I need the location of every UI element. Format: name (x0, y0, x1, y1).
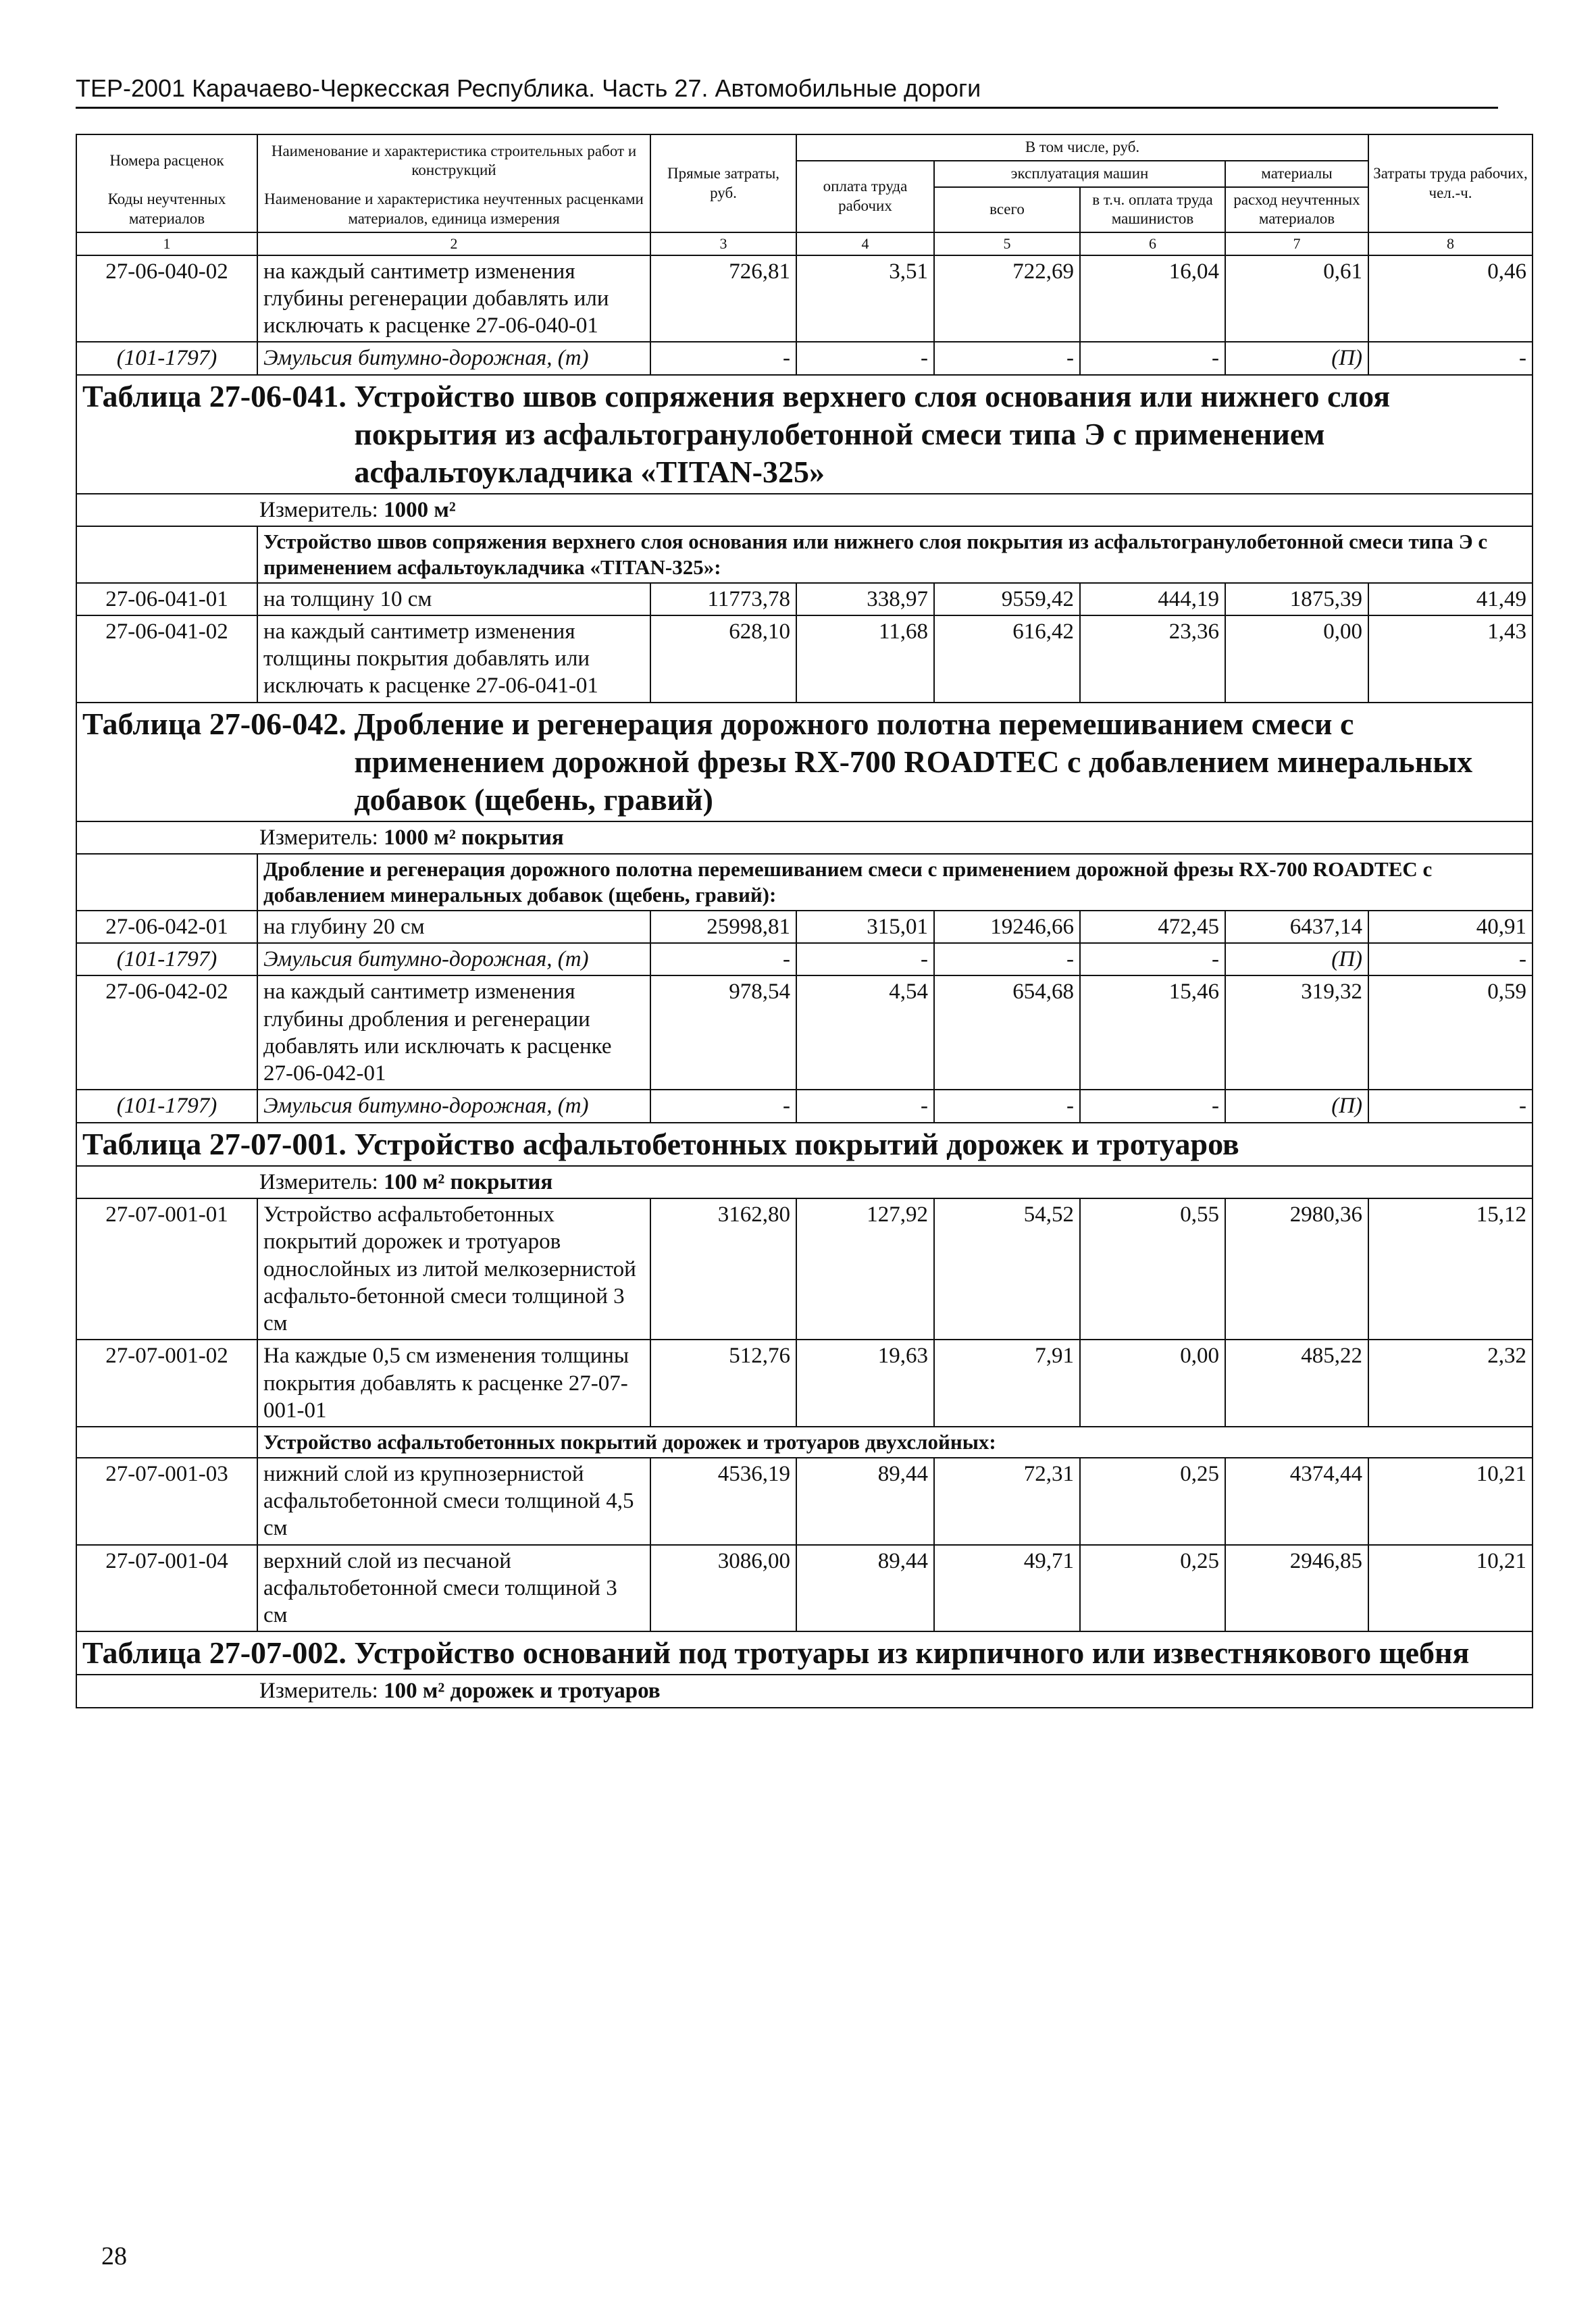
rate-name: на каждый сантиметр изменения толщины покрытия добавлять или исключать к расценке 27-06-041-01 (257, 615, 650, 703)
workers-wages: 89,44 (796, 1458, 934, 1545)
rate-name: верхний слой из песчаной асфальтобетонной смеси толщиной 3 см (257, 1545, 650, 1632)
material-code: (101-1797) (76, 1090, 257, 1122)
col-number: 7 (1225, 232, 1368, 255)
rate-name: На каждые 0,5 см изменения толщины покрытия добавлять к расценке 27-07-001-01 (257, 1340, 650, 1427)
measure-row (76, 494, 1533, 526)
machines-total: 722,69 (934, 255, 1080, 342)
col-number: 5 (934, 232, 1080, 255)
machines-total: - (934, 943, 1080, 975)
material-name: Эмульсия битумно-дорожная, (т) (257, 943, 650, 975)
labor-hours: - (1368, 1090, 1533, 1122)
materials: 4374,44 (1225, 1458, 1368, 1545)
material-row (76, 342, 1533, 374)
table-row (76, 255, 1533, 342)
group-row (76, 526, 1533, 583)
labor-hours: 2,32 (1368, 1340, 1533, 1427)
material-code: (101-1797) (76, 342, 257, 374)
material-row (76, 1090, 1533, 1122)
materials: 6437,14 (1225, 911, 1368, 943)
price-table (76, 134, 1533, 1708)
machinist-wages: 0,55 (1080, 1198, 1225, 1340)
machinist-wages: 0,25 (1080, 1545, 1225, 1632)
machines-total: 54,52 (934, 1198, 1080, 1340)
labor-hours: 40,91 (1368, 911, 1533, 943)
table-label: Таблица 27-07-002. (82, 1635, 346, 1671)
rate-name: на каждый сантиметр изменения глубины дробления и регенерации добавлять или исключать к расценке 27-06-042-01 (257, 975, 650, 1090)
rate-name: Устройство асфальтобетонных покрытий дорожек и тротуаров однослойных из литой мелкозернистой асфальто-бетонной смеси толщиной 3 см (257, 1198, 650, 1340)
materials: (П) (1225, 943, 1368, 975)
measure-value: 1000 м² (384, 497, 456, 522)
table-label: Таблица 27-06-041. (82, 378, 346, 413)
measure-label: Измеритель: (259, 825, 378, 850)
table-row (76, 1198, 1533, 1340)
materials: 485,22 (1225, 1340, 1368, 1427)
col-number: 3 (650, 232, 796, 255)
labor-hours: 10,21 (1368, 1545, 1533, 1632)
direct-costs: 4536,19 (650, 1458, 796, 1545)
workers-wages: 89,44 (796, 1545, 934, 1632)
machines-total: - (934, 342, 1080, 374)
rate-code: 27-07-001-03 (76, 1458, 257, 1545)
group-title: Устройство швов сопряжения верхнего слоя основания или нижнего слоя покрытия из асфальтогранулобетонной смеси типа Э с применением асфальтоукладчика «TITAN-325»: (257, 526, 1533, 583)
group-row (76, 854, 1533, 911)
machinist-wages: 444,19 (1080, 583, 1225, 615)
measure-label: Измеритель: (259, 1169, 378, 1194)
rate-code: 27-06-042-01 (76, 911, 257, 943)
direct-costs: 512,76 (650, 1340, 796, 1427)
machines-total: 49,71 (934, 1545, 1080, 1632)
material-code: (101-1797) (76, 943, 257, 975)
machinist-wages: 23,36 (1080, 615, 1225, 703)
workers-wages: 3,51 (796, 255, 934, 342)
table-title: Устройство оснований под тротуары из кирпичного или известнякового щебня (354, 1635, 1470, 1671)
direct-costs: - (650, 943, 796, 975)
col-number: 2 (257, 232, 650, 255)
measure-value: 100 м² покрытия (384, 1169, 553, 1194)
table-row (76, 1458, 1533, 1545)
rate-code: 27-06-041-01 (76, 583, 257, 615)
materials: 0,00 (1225, 615, 1368, 703)
col-code-header-bottom: Коды неучтенных материалов (76, 187, 257, 233)
col-labor-hours-header: Затраты труда рабочих, чел.-ч. (1368, 134, 1533, 232)
materials: (П) (1225, 1090, 1368, 1122)
direct-costs: 25998,81 (650, 911, 796, 943)
col-name-header-bottom: Наименование и характеристика неучтенных расценками материалов, единица измерения (257, 187, 650, 233)
direct-costs: - (650, 1090, 796, 1122)
machines-total: 616,42 (934, 615, 1080, 703)
col-direct-costs-header: Прямые затраты, руб. (650, 134, 796, 232)
machines-total: 9559,42 (934, 583, 1080, 615)
col-number: 4 (796, 232, 934, 255)
machines-total: 654,68 (934, 975, 1080, 1090)
rate-name: на толщину 10 см (257, 583, 650, 615)
rate-code: 27-06-041-02 (76, 615, 257, 703)
material-name: Эмульсия битумно-дорожная, (т) (257, 342, 650, 374)
table-title: Дробление и регенерация дорожного полотна перемешиванием смеси с применением дорожной фрезы RX-700 ROADTEC с добавлением минеральных добавок (щебень, гравий) (354, 706, 1473, 817)
table-row (76, 911, 1533, 943)
workers-wages: 127,92 (796, 1198, 934, 1340)
direct-costs: - (650, 342, 796, 374)
header-rule (76, 107, 1498, 109)
rate-name: на глубину 20 см (257, 911, 650, 943)
rate-code: 27-06-040-02 (76, 255, 257, 342)
labor-hours: 1,43 (1368, 615, 1533, 703)
col-name-header: Наименование и характеристика строительных работ и конструкций (257, 134, 650, 187)
machinist-wages: 0,00 (1080, 1340, 1225, 1427)
measure-value: 100 м² дорожек и тротуаров (384, 1679, 661, 1704)
machines-total: 19246,66 (934, 911, 1080, 943)
materials: 2946,85 (1225, 1545, 1368, 1632)
rate-code: 27-07-001-04 (76, 1545, 257, 1632)
direct-costs: 11773,78 (650, 583, 796, 615)
workers-wages: 4,54 (796, 975, 934, 1090)
measure-value: 1000 м² покрытия (384, 825, 564, 850)
table-title: Устройство асфальтобетонных покрытий дорожек и тротуаров (354, 1126, 1239, 1161)
workers-wages: - (796, 943, 934, 975)
table-row (76, 1545, 1533, 1632)
col-number: 8 (1368, 232, 1533, 255)
col-materials-header: материалы (1225, 161, 1368, 187)
direct-costs: 628,10 (650, 615, 796, 703)
machinist-wages: - (1080, 943, 1225, 975)
table-row (76, 615, 1533, 703)
machinist-wages: - (1080, 342, 1225, 374)
measure-label: Измеритель: (259, 497, 378, 522)
labor-hours: 0,59 (1368, 975, 1533, 1090)
measure-row (76, 821, 1533, 854)
labor-hours: 15,12 (1368, 1198, 1533, 1340)
materials: 319,32 (1225, 975, 1368, 1090)
workers-wages: 11,68 (796, 615, 934, 703)
workers-wages: - (796, 1090, 934, 1122)
table-title-row (76, 1631, 1533, 1675)
direct-costs: 3162,80 (650, 1198, 796, 1340)
col-machinist-wages-header: в т.ч. оплата труда машинистов (1080, 187, 1225, 233)
group-title: Дробление и регенерация дорожного полотна перемешиванием смеси с применением дорожной фрезы RX-700 ROADTEC с добавлением минеральных добавок (щебень, гравий): (257, 854, 1533, 911)
table-row (76, 1340, 1533, 1427)
workers-wages: 338,97 (796, 583, 934, 615)
table-label: Таблица 27-06-042. (82, 706, 346, 741)
group-row (76, 1427, 1533, 1458)
machinist-wages: - (1080, 1090, 1225, 1122)
table-title-row (76, 375, 1533, 494)
materials: 2980,36 (1225, 1198, 1368, 1340)
materials: 1875,39 (1225, 583, 1368, 615)
rate-code: 27-06-042-02 (76, 975, 257, 1090)
workers-wages: 19,63 (796, 1340, 934, 1427)
measure-row (76, 1675, 1533, 1707)
machines-total: 72,31 (934, 1458, 1080, 1545)
page-header: ТЕР-2001 Карачаево-Черкесская Республика. Часть 27. Автомобильные дороги (76, 74, 981, 102)
col-group-header: В том числе, руб. (796, 134, 1368, 161)
machinist-wages: 472,45 (1080, 911, 1225, 943)
col-machines-header: эксплуатация машин (934, 161, 1225, 187)
col-number: 6 (1080, 232, 1225, 255)
col-number: 1 (76, 232, 257, 255)
col-machines-total-header: всего (934, 187, 1080, 233)
table-label: Таблица 27-07-001. (82, 1126, 346, 1161)
machines-total: 7,91 (934, 1340, 1080, 1427)
machinist-wages: 16,04 (1080, 255, 1225, 342)
group-title: Устройство асфальтобетонных покрытий дорожек и тротуаров двухслойных: (257, 1427, 1533, 1458)
table-row (76, 583, 1533, 615)
machines-total: - (934, 1090, 1080, 1122)
labor-hours: 0,46 (1368, 255, 1533, 342)
table-title: Устройство швов сопряжения верхнего слоя основания или нижнего слоя покрытия из асфальтогранулобетонной смеси типа Э с применением асфальтоукладчика «TITAN-325» (354, 378, 1391, 489)
table-title-row (76, 703, 1533, 821)
material-name: Эмульсия битумно-дорожная, (т) (257, 1090, 650, 1122)
direct-costs: 978,54 (650, 975, 796, 1090)
workers-wages: 315,01 (796, 911, 934, 943)
table-header (76, 134, 1533, 255)
col-wages-header: оплата труда рабочих (796, 161, 934, 232)
table-row (76, 975, 1533, 1090)
direct-costs: 726,81 (650, 255, 796, 342)
measure-label: Измеритель: (259, 1679, 378, 1704)
labor-hours: - (1368, 342, 1533, 374)
materials: 0,61 (1225, 255, 1368, 342)
machinist-wages: 15,46 (1080, 975, 1225, 1090)
labor-hours: 10,21 (1368, 1458, 1533, 1545)
rate-code: 27-07-001-01 (76, 1198, 257, 1340)
col-code-header: Номера расценок (76, 134, 257, 187)
direct-costs: 3086,00 (650, 1545, 796, 1632)
machinist-wages: 0,25 (1080, 1458, 1225, 1545)
rate-name: на каждый сантиметр изменения глубины регенерации добавлять или исключать к расценке 27-06-040-01 (257, 255, 650, 342)
page-number: 28 (101, 2242, 127, 2270)
rate-name: нижний слой из крупнозернистой асфальтобетонной смеси толщиной 4,5 см (257, 1458, 650, 1545)
table-title-row (76, 1123, 1533, 1166)
col-unaccounted-materials-header: расход неучтенных материалов (1225, 187, 1368, 233)
material-row (76, 943, 1533, 975)
labor-hours: - (1368, 943, 1533, 975)
labor-hours: 41,49 (1368, 583, 1533, 615)
measure-row (76, 1166, 1533, 1198)
materials: (П) (1225, 342, 1368, 374)
workers-wages: - (796, 342, 934, 374)
rate-code: 27-07-001-02 (76, 1340, 257, 1427)
